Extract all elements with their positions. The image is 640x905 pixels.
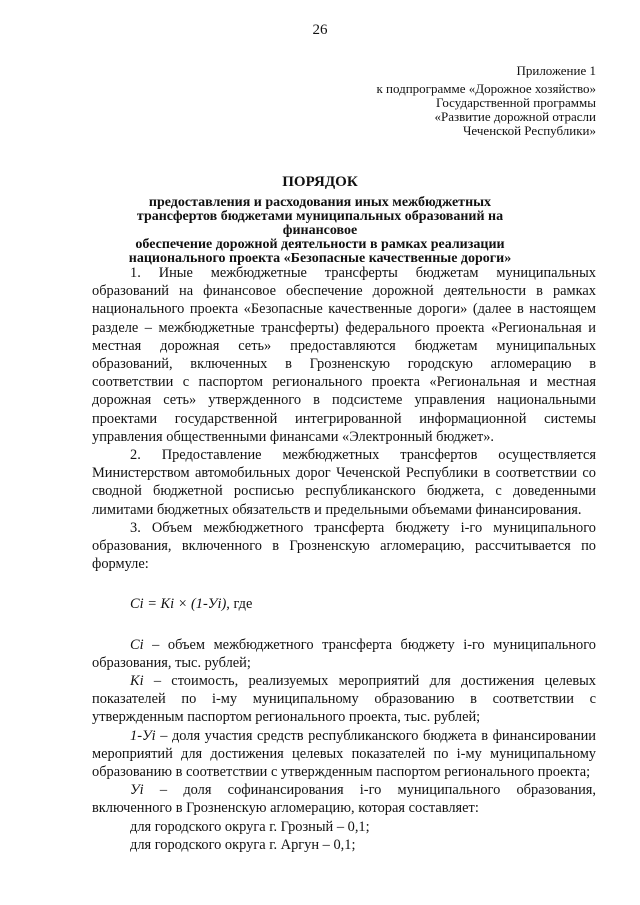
document-title: ПОРЯДОК [282, 174, 358, 190]
subtitle-line: национального проекта «Безопасные качественные дороги» [128, 251, 512, 266]
appendix-line: Государственной программы [435, 95, 596, 110]
paragraph-2: 2. Предоставление межбюджетных трансфертов осуществляется Министерством автомобильных дорог Чеченской Республики в соответствии со сводной бюджетной росписью республиканского бюджета, с доведенными лимитами бюджетных обязательств и предельными объемами финансирования. [92, 447, 596, 518]
definition-text: – доля участия средств республиканского бюджета в финансировании мероприятий для достижения целевых показателей по i-му муниципальному образованию в соответствии с утвержденным паспортом регионального проекта; [92, 727, 596, 781]
definition-symbol: Уi [130, 782, 144, 799]
list-item-argun: для городского округа г. Аргун – 0,1; [130, 836, 356, 853]
definition-text: – стоимость, реализуемых мероприятий для достижения целевых показателей по i-му муниципальному образованию в соответствии с утвержденным паспортом регионального проекта, тыс. рублей; [92, 673, 596, 726]
appendix-line: «Развитие дорожной отрасли [434, 109, 596, 124]
page-number: 26 [312, 22, 328, 38]
definition-symbol: Ki [130, 673, 144, 690]
formula-suffix: , где [226, 596, 253, 613]
list-item-grozny: для городского округа г. Грозный – 0,1; [130, 818, 370, 835]
formula [92, 595, 596, 613]
appendix-line: Чеченской Республики» [462, 123, 596, 138]
definition-symbol: 1-Уi [130, 727, 156, 744]
document-subtitle [100, 196, 540, 266]
subtitle-line: предоставления и расходования иных межбюджетных [148, 195, 492, 210]
appendix-header [266, 64, 596, 138]
paragraph-3: 3. Объем межбюджетного трансферта бюджету i-го муниципального образования, включенного в Грозненскую агломерацию, рассчитывается по формуле: [92, 519, 596, 573]
definition-c [92, 636, 596, 672]
document-body [92, 264, 596, 854]
subtitle-line: обеспечение дорожной деятельности в рамках реализации [135, 237, 505, 252]
definition-symbol: Ci [130, 636, 144, 653]
definition-text: – объем межбюджетного трансферта бюджету i-го муниципального образования, тыс. рублей; [92, 636, 596, 671]
definition-text: – доля софинансирования i-го муниципального образования, включенного в Грозненскую агломерацию, которая составляет: [92, 782, 596, 817]
definition-one-minus-u [92, 727, 596, 782]
appendix-line: к подпрограмме «Дорожное хозяйство» [376, 81, 596, 96]
definition-u [92, 781, 596, 817]
appendix-heading: Приложение 1 [516, 63, 596, 78]
definition-k [92, 672, 596, 727]
paragraph-1: 1. Иные межбюджетные трансферты бюджетам муниципальных образований на финансовое обеспечение дорожной деятельности в рамках национального проекта «Безопасные качественные дороги» (далее в настоящем разделе – межбюджетные трансферты) федерального проекта «Региональная и местная дорожная сеть» предоставляются бюджетам муниципальных образований, включенных в Грозненскую городскую агломерацию в соответствии с паспортом регионального проекта «Региональная и местная дорожная сеть» утвержденного в подсистеме управления национальными проектами государственной интегрированной информационной системы управления общественными финансами «Электронный бюджет». [92, 265, 596, 445]
subtitle-line: трансфертов бюджетами муниципальных образований на финансовое [136, 209, 504, 238]
formula-expression: Ci = Ki × (1-Уi) [130, 596, 227, 613]
